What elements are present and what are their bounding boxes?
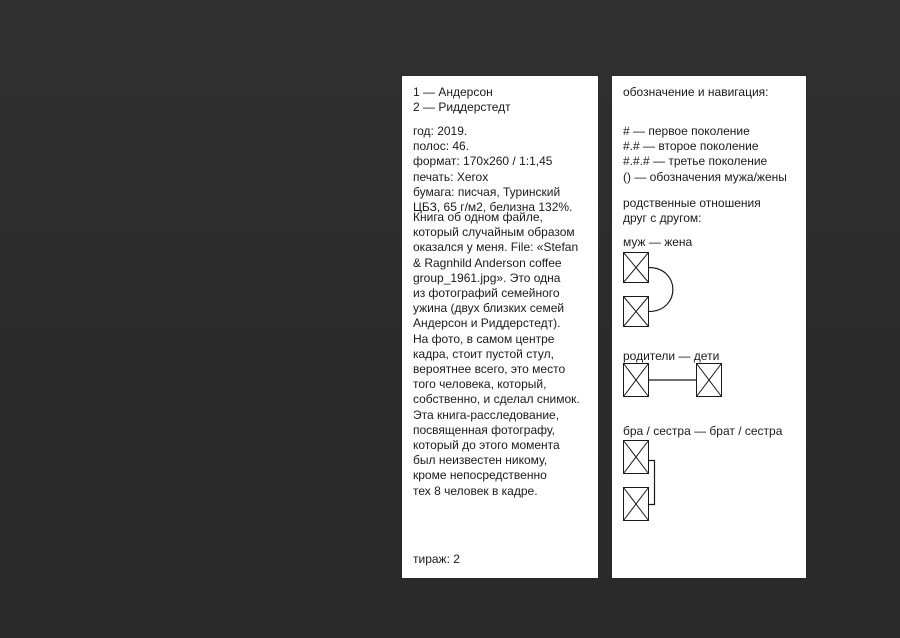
parents-children-label: родители — дети bbox=[623, 349, 720, 363]
navigation-card-right bbox=[612, 76, 806, 578]
authors-legend: 1 — Андерсон 2 — Риддерстедт bbox=[413, 85, 511, 115]
spouse-label: муж — жена bbox=[623, 235, 693, 249]
photo-placeholder-icon bbox=[624, 253, 649, 283]
sibling-connector bbox=[649, 461, 655, 505]
spouse-diagram bbox=[623, 248, 703, 334]
book-specifications: год: 2019. полос: 46. формат: 170x260 / 1:1,45 печать: Xerox бумага: писчая, Туринский ЦБЗ, 65 г/м2, белизна 132%. bbox=[413, 124, 573, 215]
relations-title: родственные отношения друг с другом: bbox=[623, 196, 761, 226]
navigation-title: обозначение и навигация: bbox=[623, 85, 769, 99]
photo-placeholder-icon bbox=[697, 364, 722, 397]
info-card-left bbox=[402, 76, 598, 578]
book-description: Книга об одном файле, который случайным образом оказался у меня. File: «Stefan & Ragnhild Anderson coffee group_1961.jpg». Это одна из фотографий семейного ужина (двух близких семей Андерсон и Риддерстедт). На фото, в самом центре кадра, стоит пустой стул, вероятнее всего, это место того человека, который, собственно, и сделал снимок. Эта книга-расследование, посвященная фотографу, который до этого момента был неизвестен никому, кроме непосредственно тех 8 человек в кадре. bbox=[413, 210, 580, 498]
generation-legend: # — первое поколение #.# — второе поколение #.#.# — третье поколение () — обозначения мужа/жены bbox=[623, 124, 787, 184]
siblings-label: бра / сестра — брат / сестра bbox=[623, 424, 783, 438]
photo-placeholder-icon bbox=[624, 488, 649, 521]
siblings-diagram bbox=[623, 440, 683, 530]
photo-placeholder-icon bbox=[624, 441, 649, 474]
print-run: тираж: 2 bbox=[413, 552, 460, 566]
spouse-connector bbox=[649, 268, 673, 312]
photo-placeholder-icon bbox=[624, 297, 649, 327]
parents-children-diagram bbox=[623, 363, 733, 403]
photo-placeholder-icon bbox=[624, 364, 649, 397]
